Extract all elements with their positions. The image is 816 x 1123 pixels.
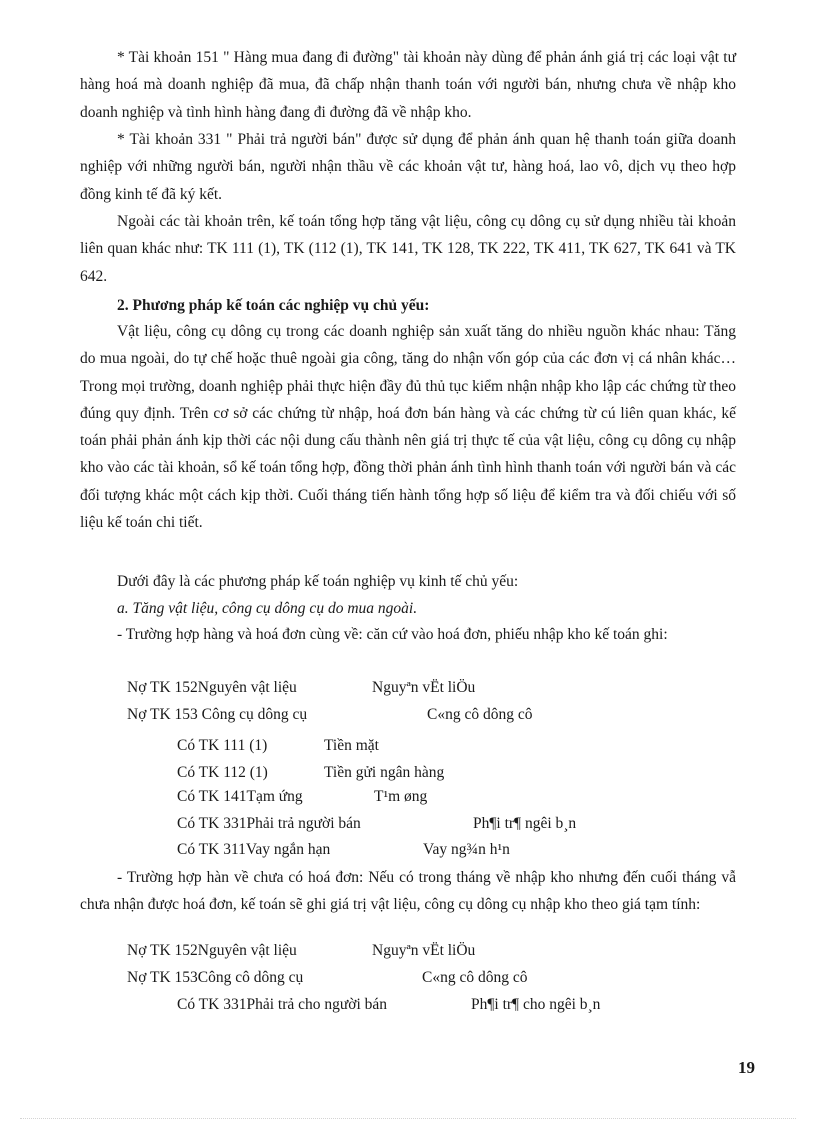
entry-garbled-text: Ph¶i tr¶ ngêi b¸n: [473, 815, 577, 832]
entry-account: Có TK 311Vay ngắn hạn: [177, 841, 331, 858]
section-heading: 2. Phương pháp kế toán các nghiệp vụ chủ yếu:: [117, 297, 430, 314]
entry-account: Có TK 331Phải trả cho người bán: [177, 996, 388, 1013]
paragraph-case-no-invoice: - Trường hợp hàn về chưa có hoá đơn: Nếu có trong tháng về nhập kho nhưng đến cuối tháng vẫ chưa nhận được hoá đơn, kế toán sẽ ghi giá trị vật liệu, công cụ dông cụ nhập kho theo giá tạm tính:: [80, 869, 736, 914]
entry-description: Tiền mặt: [324, 737, 379, 754]
entry-account: Nợ TK 152Nguyên vật liệu: [127, 679, 297, 696]
entry-description: Tiền gửi ngân hàng: [324, 764, 445, 781]
entry-account: Có TK 111 (1): [177, 737, 268, 754]
entry-garbled-text: C«ng cô dông cô: [427, 706, 533, 723]
paragraph-method: Vật liệu, công cụ dông cụ trong các doanh nghiệp sản xuất tăng do nhiều nguồn khác nhau: Tăng do mua ngoài, do tự chế hoặc thuê ngoài gia công, tăng do nhận vốn góp của các đơn vị cá nhân khác… Trong mọi trường, doanh nghiệp phải thực hiện đầy đủ thủ tục kiểm nhận nhập kho lập các chứng từ theo đúng quy định. Trên cơ sở các chứng từ nhập, hoá đơn bán hàng và các chứng từ cú liên quan khác, kế toán phải phản ánh kịp thời các nội dung cấu thành nên giá trị thực tế của vật liệu, công cụ dông cụ nhập kho vào các tài khoản, sổ kế toán tổng hợp, đồng thời phản ánh tình hình thanh toán với người bán và các đối tượng khác một cách kịp thời. Cuối tháng tiến hành tổng hợp số liệu để kiểm tra và đối chiếu với số liệu kế toán chi tiết.: [80, 323, 736, 532]
entry-account: Nợ TK 152Nguyên vật liệu: [127, 942, 297, 959]
paragraph-case-invoice: - Trường hợp hàng và hoá đơn cùng về: căn cứ vào hoá đơn, phiếu nhập kho kế toán ghi:: [117, 626, 668, 643]
entry-account: Có TK 331Phải trả người bán: [177, 815, 361, 832]
entry-account: Nợ TK 153 Công cụ dông cụ: [127, 706, 308, 723]
entry-garbled-text: Nguyªn vËt liÖu: [372, 679, 476, 696]
entry-account: Nợ TK 153Công cô dông cụ: [127, 969, 304, 986]
paragraph-other-accounts: Ngoài các tài khoản trên, kế toán tổng hợp tăng vật liệu, công cụ dông cụ sử dụng nhiều tài khoản liên quan khác như: TK 111 (1), TK (112 (1), TK 141, TK 128, TK 222, TK 411, TK 627, TK 641 và TK 642.: [80, 213, 736, 285]
entry-account: Có TK 141Tạm ứng: [177, 788, 303, 805]
paragraph-account-151: * Tài khoản 151 " Hàng mua đang đi đường" tài khoản này dùng để phản ánh giá trị các loại vật tư hàng hoá mà doanh nghiệp đã mua, đã chấp nhận thanh toán với người bán, nhưng chưa về nhập kho doanh nghiệp và tình hình hàng đang đi đường đã về nhập kho.: [80, 49, 736, 121]
subsection-heading: a. Tăng vật liệu, công cụ dông cụ do mua ngoài.: [117, 600, 418, 617]
paragraph-account-331: * Tài khoản 331 " Phải trả người bán" được sử dụng để phản ánh quan hệ thanh toán giữa doanh nghiệp với những người bán, người nhận thầu về các khoản vật tư, hàng hoá, lao vô, dịch vụ theo hợp đồng kinh tế đã ký kết.: [80, 131, 736, 203]
entry-garbled-text: Vay ng¾n h¹n: [423, 841, 510, 858]
footer-divider: [20, 1118, 796, 1119]
entry-garbled-text: T¹m øng: [374, 788, 428, 805]
paragraph-intro: Dưới đây là các phương pháp kế toán nghiệp vụ kinh tế chủ yếu:: [117, 573, 519, 590]
entry-garbled-text: C«ng cô dông cô: [422, 969, 528, 986]
entry-garbled-text: Ph¶i tr¶ cho ngêi b¸n: [471, 996, 601, 1013]
entry-account: Có TK 112 (1): [177, 764, 268, 781]
page-number: 19: [738, 1058, 755, 1077]
entry-garbled-text: Nguyªn vËt liÖu: [372, 942, 476, 959]
